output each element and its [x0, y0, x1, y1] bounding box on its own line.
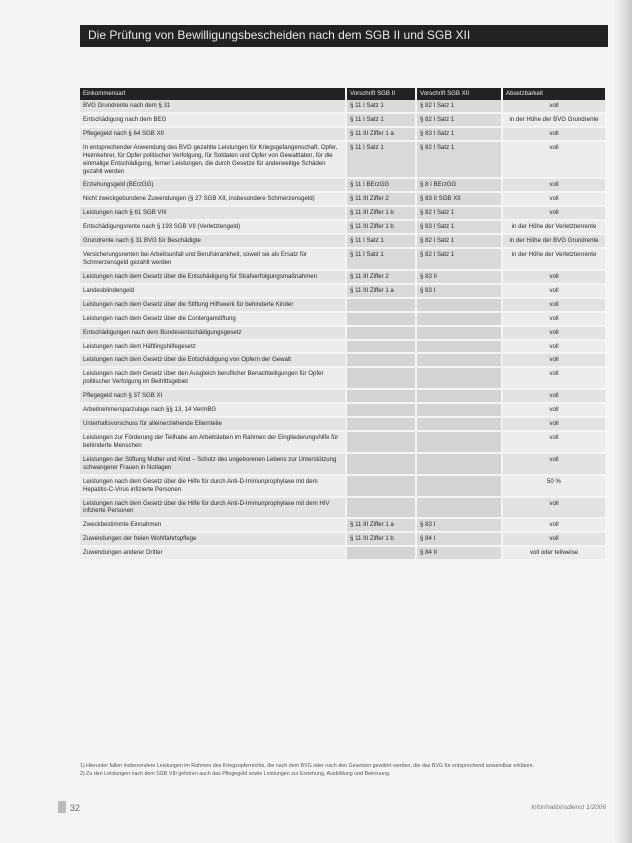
column-header: Einkommensart	[80, 88, 346, 100]
table-cell: § 84 II	[416, 546, 502, 560]
table-cell: voll	[502, 518, 606, 532]
income-table	[80, 88, 607, 561]
table-cell	[416, 353, 502, 367]
table-cell	[416, 389, 502, 403]
table-cell: voll	[502, 206, 606, 220]
table-cell: Unterhaltsvorschuss für alleinerziehende Elternteile	[80, 417, 346, 431]
table-cell: Leistungen nach dem Gesetz über die Entschädigung für Strafverfolgungsmaßnahmen	[80, 270, 346, 284]
table-cell	[416, 367, 502, 389]
table-cell	[346, 340, 416, 354]
table-cell: voll	[502, 100, 606, 113]
table-cell: § 11 III Ziffer 1 b	[346, 220, 416, 234]
table-cell: § 82 I Satz 1	[416, 100, 502, 113]
table-cell	[416, 403, 502, 417]
table-row	[80, 248, 606, 270]
table-cell: voll	[502, 417, 606, 431]
table-cell	[346, 546, 416, 560]
table-cell	[346, 497, 416, 519]
table-cell: Nicht zweckgebundene Zuwendungen (§ 27 SGB XII, insbesondere Schmerzensgeld)	[80, 192, 346, 206]
table-row	[80, 353, 606, 367]
page-banner	[80, 25, 608, 47]
footnotes	[80, 763, 608, 778]
table-cell: § 83 I	[416, 284, 502, 298]
table-cell: Leistungen nach dem Gesetz über die Hilfe für durch Anti-D-Immunprophylaxe mit dem HIV infizierte Personen	[80, 497, 346, 519]
table-cell: voll	[502, 270, 606, 284]
table-cell	[416, 497, 502, 519]
table-row	[80, 298, 606, 312]
table-cell: Zweckbestimmte Einnahmen	[80, 518, 346, 532]
scan-edge	[614, 0, 632, 843]
table-cell: § 11 I Satz 1	[346, 141, 416, 179]
table-cell	[416, 431, 502, 453]
table-cell: voll	[502, 340, 606, 354]
table-cell: Leistungen nach dem Gesetz über die Entschädigung von Opfern der Gewalt	[80, 353, 346, 367]
table-row	[80, 497, 606, 519]
table-cell: Zuwendungen anderer Dritter	[80, 546, 346, 560]
table-cell	[416, 312, 502, 326]
table-cell: voll	[502, 141, 606, 179]
table-cell	[346, 353, 416, 367]
table-cell: § 11 I Satz 1	[346, 248, 416, 270]
table-cell	[346, 453, 416, 475]
table-cell: Entschädigungsrente nach § 193 SGB VII (Verletztengeld)	[80, 220, 346, 234]
table-cell: Pflegegeld nach § 37 SGB XI	[80, 389, 346, 403]
table-cell: In entsprechender Anwendung des BVG gezahlte Leistungen für Kriegsgefangenschaft, Opfer, Heimkehrer, für Opfer politischer Verfolgung, für Soldaten und Opfer von Gewalttaten, für die einmalige Entschädigung, ferner Leistungen, die durch Gesetze für anderweitige Schäden gezahlt werden	[80, 141, 346, 179]
table-cell: Leistungen nach § 61 SGB VIII	[80, 206, 346, 220]
page-number: 32	[70, 803, 81, 813]
table-row	[80, 284, 606, 298]
table-cell: § 83 I Satz 1	[416, 127, 502, 141]
page-title: Die Prüfung von Bewilligungsbescheiden nach dem SGB II und SGB XII	[88, 28, 471, 42]
table-cell: voll	[502, 326, 606, 340]
table-cell: § 11 I Satz 1	[346, 234, 416, 248]
table-cell: Leistungen zur Förderung der Teilhabe am Arbeitsleben im Rahmen der Eingliederungshilfe für behinderte Menschen	[80, 431, 346, 453]
table-cell: in der Höhe der BVG Grundrente	[502, 234, 606, 248]
table-row	[80, 340, 606, 354]
table-cell: § 83 I	[416, 518, 502, 532]
table-cell: § 83 I Satz 1	[416, 220, 502, 234]
table-row	[80, 178, 606, 192]
table-cell	[416, 298, 502, 312]
column-header: Absetzbarkeit	[502, 88, 606, 100]
column-header: Vorschrift SGB II	[346, 88, 416, 100]
table-cell: § 83 II SGB XII	[416, 192, 502, 206]
table-cell	[346, 417, 416, 431]
table-cell: § 84 I	[416, 532, 502, 546]
table-cell: § 83 II	[416, 270, 502, 284]
table-cell: § 82 I Satz 1	[416, 206, 502, 220]
table-cell	[416, 475, 502, 497]
table-row	[80, 220, 606, 234]
table-cell: § 82 I Satz 1	[416, 141, 502, 179]
column-header: Vorschrift SGB XII	[416, 88, 502, 100]
table-cell: § 11 III Ziffer 1 a	[346, 518, 416, 532]
table-cell: § 11 III Ziffer 1 a	[346, 284, 416, 298]
table-header	[80, 88, 606, 100]
table-cell: voll	[502, 127, 606, 141]
table-cell: Leistungen nach dem Gesetz über die Stiftung Hilfswerk für behinderte Kinder	[80, 298, 346, 312]
table-cell	[346, 475, 416, 497]
table-row	[80, 192, 606, 206]
table-row	[80, 417, 606, 431]
footnote: 2) Zu den Leistungen nach dem SGB VIII gehören auch das Pflegegeld sowie Leistungen zur Erziehung, Ausbildung und Betreuung.	[80, 770, 391, 777]
table-row	[80, 312, 606, 326]
table-cell	[416, 340, 502, 354]
table-row	[80, 431, 606, 453]
table-cell: § 11 I Satz 1	[346, 113, 416, 127]
table-cell: § 11 I BErzGG	[346, 178, 416, 192]
table-cell: Versicherungsrenten bei Arbeitsunfall und Berufskrankheit, soweit sie als Ersatz für Schmerzensgeld gezahlt werden	[80, 248, 346, 270]
table-cell: voll	[502, 497, 606, 519]
table-row	[80, 127, 606, 141]
table-cell: Leistungen nach dem Gesetz über den Ausgleich beruflicher Benachteiligungen für Opfer politischer Verfolgung im Beitrittsgebiet	[80, 367, 346, 389]
table-row	[80, 113, 606, 127]
journal-name: Informationsdienst 1/2006	[531, 804, 606, 811]
table-cell: Leistungen nach dem Häftlingshilfegesetz	[80, 340, 346, 354]
table-cell	[346, 389, 416, 403]
table-cell	[346, 326, 416, 340]
table-cell: voll	[502, 298, 606, 312]
table-row	[80, 234, 606, 248]
table-cell: voll	[502, 353, 606, 367]
table-cell: § 11 III Ziffer 1 b	[346, 532, 416, 546]
table-row	[80, 518, 606, 532]
table-cell: Arbeitnehmersparzulage nach §§ 13, 14 VermBG	[80, 403, 346, 417]
table-cell: § 82 I Satz 1	[416, 113, 502, 127]
table-cell	[416, 453, 502, 475]
table-cell: § 11 III Ziffer 1 a	[346, 127, 416, 141]
table-row	[80, 532, 606, 546]
table-cell: Entschädigung nach dem BEG	[80, 113, 346, 127]
table-cell: in der Höhe der BVG Grundrente	[502, 113, 606, 127]
table-cell: § 11 III Ziffer 2	[346, 192, 416, 206]
page-mark	[58, 801, 66, 813]
table-row	[80, 206, 606, 220]
table-cell: § 11 III Ziffer 1 b	[346, 206, 416, 220]
table-cell: voll	[502, 532, 606, 546]
table-body	[80, 100, 606, 560]
table-row	[80, 326, 606, 340]
table-cell	[416, 326, 502, 340]
table-cell	[346, 367, 416, 389]
table-cell: voll	[502, 192, 606, 206]
table-cell: Grundrente nach § 31 BVG für Beschädigte	[80, 234, 346, 248]
table-row	[80, 453, 606, 475]
table-cell: § 11 I Satz 1	[346, 100, 416, 113]
table-row	[80, 546, 606, 560]
footnote: 1) Hierunter fallen insbesondere Leistungen im Rahmen des Kriegsopferrechts, die nach dem BVG oder nach den Gesetzen gewährt werden, die das BVG für entsprechend anwendbar erklären.	[80, 763, 535, 769]
table-cell	[346, 312, 416, 326]
table-cell: Leistungen der Stiftung Mutter und Kind – Schutz des ungeborenen Lebens zur Unterstützung schwangerer Frauen in Notlagen	[80, 453, 346, 475]
table-cell	[346, 431, 416, 453]
table-cell: voll oder teilweise	[502, 546, 606, 560]
table-cell: Landesblindengeld	[80, 284, 346, 298]
table-cell: Zuwendungen der freien Wohlfahrtspflege	[80, 532, 346, 546]
table-cell: voll	[502, 284, 606, 298]
table-cell	[346, 403, 416, 417]
table-cell: Leistungen nach dem Gesetz über die Conterganstiftung	[80, 312, 346, 326]
table-cell: voll	[502, 312, 606, 326]
table-cell: Entschädigungen nach dem Bundesentschädigungsgesetz	[80, 326, 346, 340]
table-cell: § 8 I BErzGG	[416, 178, 502, 192]
table-row	[80, 389, 606, 403]
table-cell: in der Höhe der Verletztenrente	[502, 220, 606, 234]
table-row	[80, 100, 606, 113]
table-row	[80, 367, 606, 389]
table-cell	[346, 298, 416, 312]
table-cell: in der Höhe der Verletztenrente	[502, 248, 606, 270]
table-cell: voll	[502, 367, 606, 389]
table-cell: Leistungen nach dem Gesetz über die Hilfe für durch Anti-D-Immunprophylaxe mit dem Hepatitis-C-Virus infizierte Personen	[80, 475, 346, 497]
table-cell: voll	[502, 403, 606, 417]
table-row	[80, 475, 606, 497]
table-cell: § 82 I Satz 1	[416, 234, 502, 248]
table-cell: Pflegegeld nach § 64 SGB XII	[80, 127, 346, 141]
table-row	[80, 403, 606, 417]
table-cell: § 11 III Ziffer 2	[346, 270, 416, 284]
table-cell: voll	[502, 389, 606, 403]
table-row	[80, 141, 606, 179]
table-cell: 50 %	[502, 475, 606, 497]
table-cell: voll	[502, 431, 606, 453]
table-cell: § 82 I Satz 1	[416, 248, 502, 270]
table-row	[80, 270, 606, 284]
table-cell	[416, 417, 502, 431]
table-cell: BVG Grundrente nach dem § 31	[80, 100, 346, 113]
table-cell: voll	[502, 453, 606, 475]
table-cell: voll	[502, 178, 606, 192]
table-cell: Erziehungsgeld (BErzGG)	[80, 178, 346, 192]
